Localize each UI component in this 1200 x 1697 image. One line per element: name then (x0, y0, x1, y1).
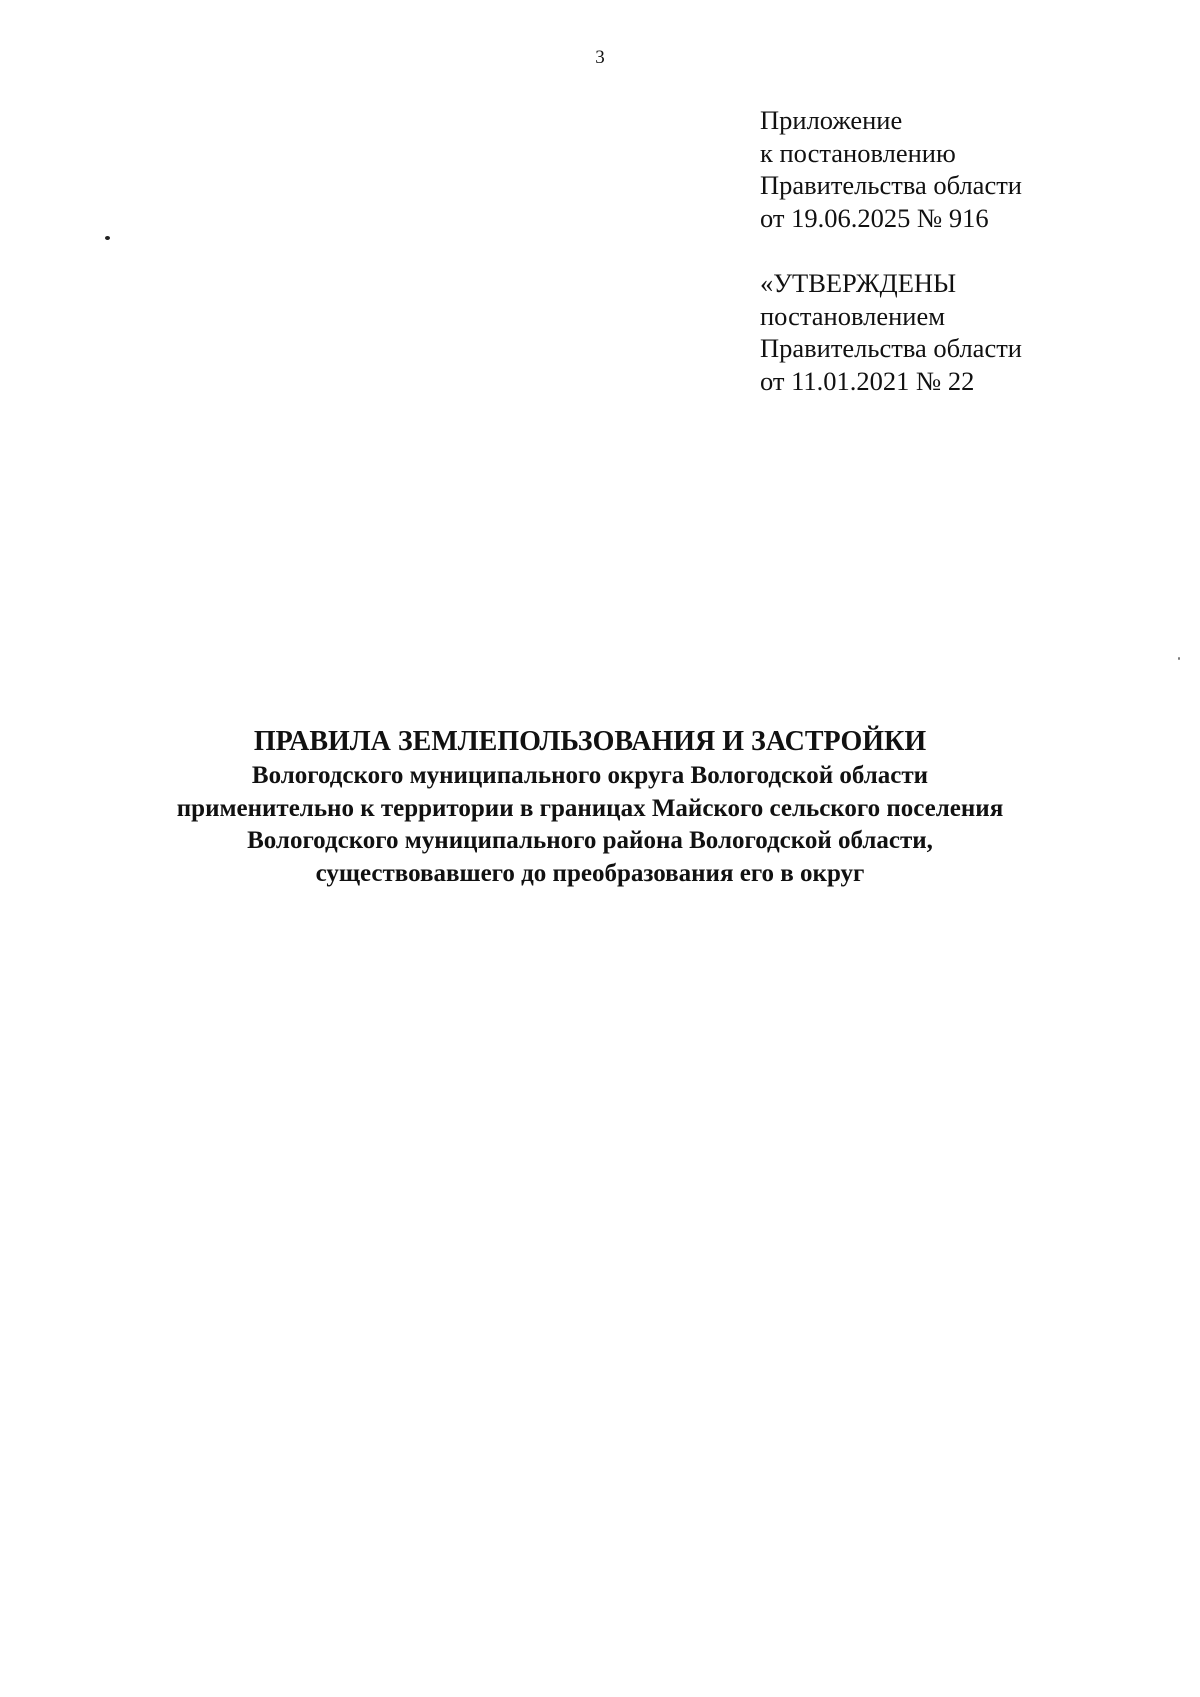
scan-speck (105, 236, 110, 240)
title-line: Вологодского муниципального района Вологодской области, (247, 827, 933, 854)
approval-line: от 11.01.2021 № 22 (760, 365, 975, 396)
title-main: ПРАВИЛА ЗЕМЛЕПОЛЬЗОВАНИЯ И ЗАСТРОЙКИ (253, 726, 927, 757)
approval-line: Правительства области (760, 333, 1022, 363)
page-number: 3 (595, 47, 605, 68)
title-line: применительно к территории в границах Майского сельского поселения (176, 794, 1004, 822)
appendix-line: от 19.06.2025 № 916 (760, 202, 989, 233)
title-line: существовавшего до преобразования его в округ (315, 859, 865, 887)
appendix-reference (760, 104, 1160, 234)
appendix-line: Приложение (760, 105, 903, 135)
approval-line: «УТВЕРЖДЕНЫ (760, 268, 957, 298)
title-line: Вологодского муниципального округа Вологодской области (251, 762, 929, 789)
approval-line: постановлением (760, 300, 945, 331)
appendix-line: к постановлению (760, 137, 956, 168)
scan-speck (1178, 657, 1180, 660)
appendix-line: Правительства области (760, 170, 1022, 200)
approval-stamp (760, 267, 1160, 397)
document-title (60, 724, 1120, 890)
